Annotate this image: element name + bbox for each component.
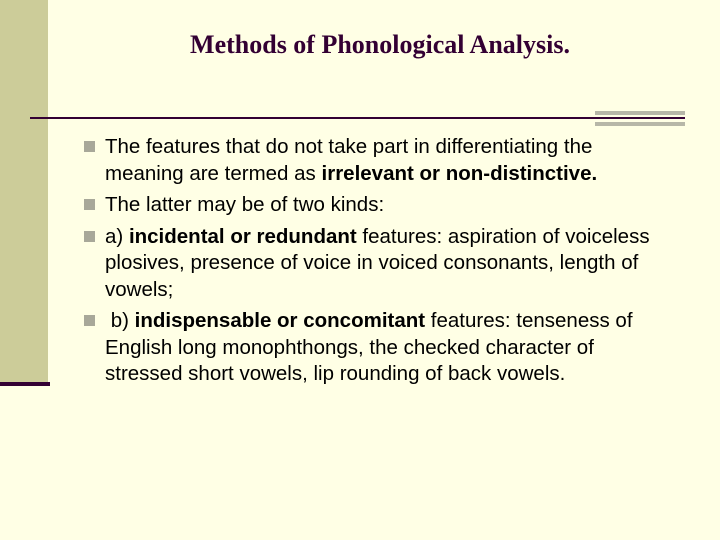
bullet-list	[84, 134, 674, 393]
bullet-text-plain: a)	[105, 224, 129, 248]
bullet-text-bold: irrelevant or non-distinctive.	[321, 161, 598, 185]
bullet-text	[105, 225, 650, 301]
title-divider-accent	[595, 111, 685, 126]
bullet-item-two-kinds	[84, 192, 674, 219]
bullet-text-plain: features: tenseness of English long monophthongs, the checked character of stressed short vowels, lip rounding of back vowels.	[105, 309, 633, 385]
bullet-text-bold: indispensable or concomitant	[134, 309, 426, 332]
square-bullet-icon	[84, 199, 95, 210]
square-bullet-icon	[84, 141, 95, 152]
slide-title: Methods of Phonological Analysis.	[190, 30, 570, 59]
bullet-text-plain: features: aspiration of voiceless plosives, presence of voice in voiced consonants, length of vowels;	[105, 224, 650, 301]
bullet-item-irrelevant-features	[84, 134, 674, 187]
bullet-item-incidental	[84, 224, 674, 304]
bullet-item-indispensable	[84, 308, 674, 388]
bullet-text	[105, 193, 384, 216]
title-divider	[30, 117, 685, 119]
bullet-text-plain: The latter may be of two kinds:	[105, 193, 385, 216]
bullet-text-plain: b)	[105, 309, 135, 332]
square-bullet-icon	[84, 315, 95, 326]
bullet-text-bold: incidental or redundant	[128, 224, 357, 248]
bullet-text	[105, 135, 597, 185]
side-decoration-rule	[0, 382, 50, 386]
bullet-text	[105, 309, 633, 385]
side-decoration-bar	[0, 0, 48, 382]
bullet-text-plain: The features that do not take part in differentiating the meaning are termed as	[105, 135, 593, 185]
square-bullet-icon	[84, 231, 95, 242]
